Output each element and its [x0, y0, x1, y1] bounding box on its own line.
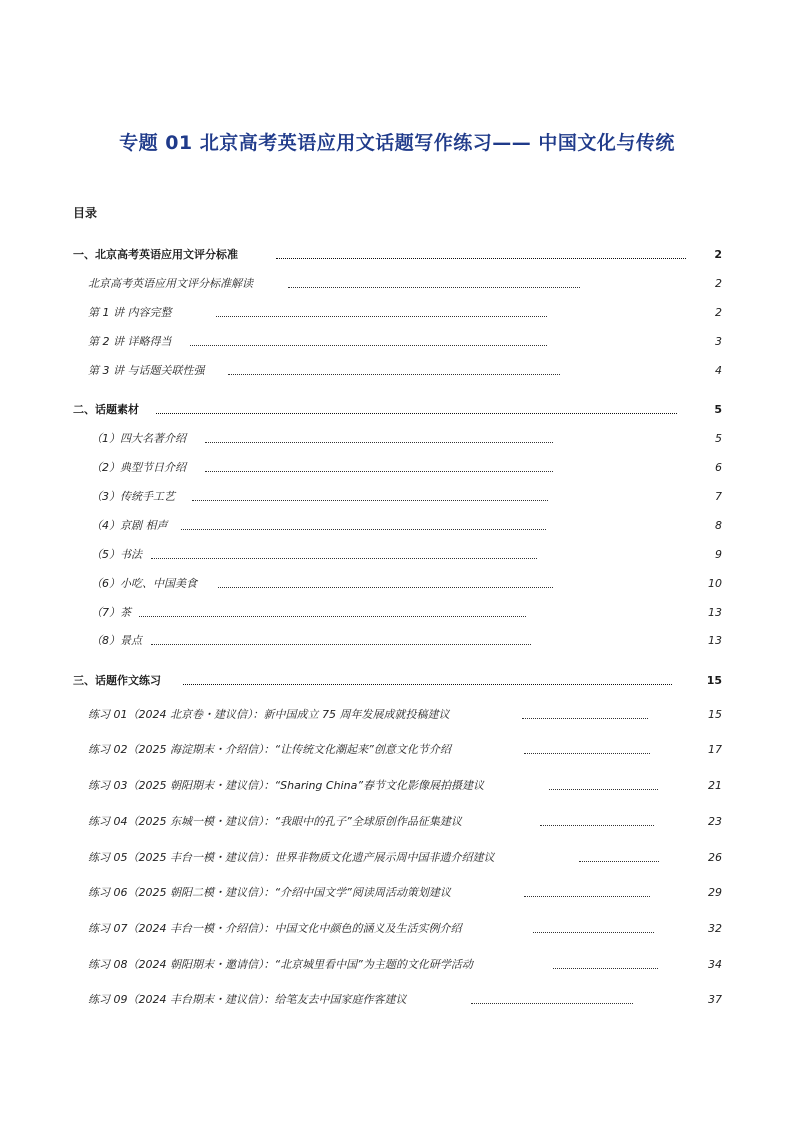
dot-leader — [524, 753, 650, 754]
toc-entry-text: （6）小吃、中国美食 — [91, 577, 197, 590]
dot-leader — [471, 1003, 633, 1004]
toc-entry-text: 二、话题素材 — [73, 403, 139, 416]
toc-entry-text: （1）四大名著介绍 — [91, 432, 186, 445]
toc-entry[interactable] — [0, 956, 794, 974]
toc-entry[interactable] — [0, 920, 794, 938]
toc-entry-section-2[interactable] — [0, 401, 794, 419]
toc-entry-page: 3 — [715, 335, 722, 348]
dot-leader — [192, 500, 548, 501]
toc-entry-page: 2 — [714, 248, 722, 261]
toc-entry[interactable] — [0, 884, 794, 902]
toc-entry-text: 练习 04（2025 东城一模・建议信）：“我眼中的孔子”全球原创作品征集建议 — [88, 815, 462, 828]
toc-entry[interactable] — [0, 849, 794, 867]
toc-entry-page: 8 — [715, 519, 722, 532]
dot-leader — [524, 896, 650, 897]
toc-entry-page: 37 — [708, 993, 722, 1006]
dot-leader — [540, 825, 654, 826]
toc-entry-text: 练习 02（2025 海淀期末・介绍信）：“让传统文化潮起来”创意文化节介绍 — [88, 743, 451, 756]
dot-leader — [151, 644, 531, 645]
dot-leader — [139, 616, 526, 617]
toc-entry-page: 6 — [715, 461, 722, 474]
toc-entry-page: 4 — [715, 364, 722, 377]
toc-entry[interactable] — [0, 362, 794, 380]
dot-leader — [181, 529, 546, 530]
dot-leader — [288, 287, 580, 288]
toc-entry-text: 练习 05（2025 丰台一模・建议信）：世界非物质文化遗产展示周中国非遗介绍建议 — [88, 851, 495, 864]
toc-entry-text: 三、话题作文练习 — [73, 674, 161, 687]
dot-leader — [151, 558, 537, 559]
toc-entry[interactable] — [0, 517, 794, 535]
toc-entry-text: （2）典型节日介绍 — [91, 461, 186, 474]
toc-entry-text: 练习 06（2025 朝阳二模・建议信）：“介绍中国文学”阅读周活动策划建议 — [88, 886, 451, 899]
toc-entry-text: 一、北京高考英语应用文评分标准 — [73, 248, 238, 261]
dot-leader — [533, 932, 654, 933]
toc-entry-text: （4）京剧 相声 — [91, 519, 168, 532]
toc-entry[interactable] — [0, 459, 794, 477]
dot-leader — [276, 258, 686, 259]
dot-leader — [190, 345, 547, 346]
dot-leader — [183, 684, 672, 685]
toc-entry-page: 15 — [708, 708, 722, 721]
dot-leader — [218, 587, 553, 588]
toc-entry-text: 第 1 讲 内容完整 — [88, 306, 172, 319]
toc-entry-text: 练习 07（2024 丰台一模・介绍信）：中国文化中颜色的涵义及生活实例介绍 — [88, 922, 462, 935]
toc-entry[interactable] — [0, 488, 794, 506]
toc-entry-text: 练习 01（2024 北京卷・建议信）：新中国成立 75 周年发展成就投稿建议 — [88, 708, 450, 721]
toc-entry-page: 9 — [715, 548, 722, 561]
toc-entry[interactable] — [0, 304, 794, 322]
toc-entry-text: 第 2 讲 详略得当 — [88, 335, 172, 348]
toc-entry-text: 练习 08（2024 朝阳期末・邀请信）：“北京城里看中国”为主题的文化研学活动 — [88, 958, 473, 971]
toc-entry-page: 2 — [715, 306, 722, 319]
toc-entry-text: （8）景点 — [91, 634, 142, 647]
toc-entry[interactable] — [0, 604, 794, 622]
toc-entry-section-1[interactable] — [0, 246, 794, 264]
toc-entry-text: （7）茶 — [91, 606, 131, 619]
toc-entry-page: 15 — [706, 674, 722, 687]
toc-entry[interactable] — [0, 575, 794, 593]
toc-entry-text: 练习 09（2024 丰台期末・建议信）：给笔友去中国家庭作客建议 — [88, 993, 407, 1006]
dot-leader — [553, 968, 658, 969]
toc-entry[interactable] — [0, 275, 794, 293]
toc-entry-page: 5 — [714, 403, 722, 416]
dot-leader — [228, 374, 560, 375]
toc-entry-text: 北京高考英语应用文评分标准解读 — [88, 277, 253, 290]
dot-leader — [205, 442, 553, 443]
toc-entry-section-3[interactable] — [0, 672, 794, 690]
toc-entry-page: 23 — [708, 815, 722, 828]
toc-entry-page: 2 — [715, 277, 722, 290]
document-title: 专题 01 北京高考英语应用文话题写作练习—— 中国文化与传统 — [119, 132, 675, 154]
toc-entry-page: 26 — [708, 851, 722, 864]
toc-entry-page: 10 — [708, 577, 722, 590]
toc-entry[interactable] — [0, 706, 794, 724]
toc-entry-text: 第 3 讲 与话题关联性强 — [88, 364, 205, 377]
toc-heading: 目录 — [73, 206, 98, 220]
dot-leader — [579, 861, 659, 862]
dot-leader — [549, 789, 658, 790]
toc-entry-page: 7 — [715, 490, 722, 503]
toc-entry-text: （5）书法 — [91, 548, 142, 561]
toc-entry[interactable] — [0, 741, 794, 759]
toc-entry-page: 29 — [708, 886, 722, 899]
dot-leader — [205, 471, 553, 472]
dot-leader — [522, 718, 648, 719]
toc-entry[interactable] — [0, 333, 794, 351]
toc-entry-page: 21 — [708, 779, 722, 792]
toc-entry-page: 34 — [708, 958, 722, 971]
toc-entry[interactable] — [0, 777, 794, 795]
toc-entry[interactable] — [0, 430, 794, 448]
toc-entry-page: 32 — [708, 922, 722, 935]
toc-entry[interactable] — [0, 991, 794, 1009]
toc-entry[interactable] — [0, 813, 794, 831]
toc-entry-page: 17 — [708, 743, 722, 756]
toc-entry-page: 5 — [715, 432, 722, 445]
toc-entry-text: （3）传统手工艺 — [91, 490, 175, 503]
toc-entry-page: 13 — [708, 634, 722, 647]
toc-entry[interactable] — [0, 546, 794, 564]
dot-leader — [156, 413, 677, 414]
toc-entry-page: 13 — [708, 606, 722, 619]
toc-entry-text: 练习 03（2025 朝阳期末・建议信）：“Sharing China”春节文化影像展拍摄建议 — [88, 779, 485, 792]
dot-leader — [216, 316, 547, 317]
toc-entry[interactable] — [0, 632, 794, 650]
